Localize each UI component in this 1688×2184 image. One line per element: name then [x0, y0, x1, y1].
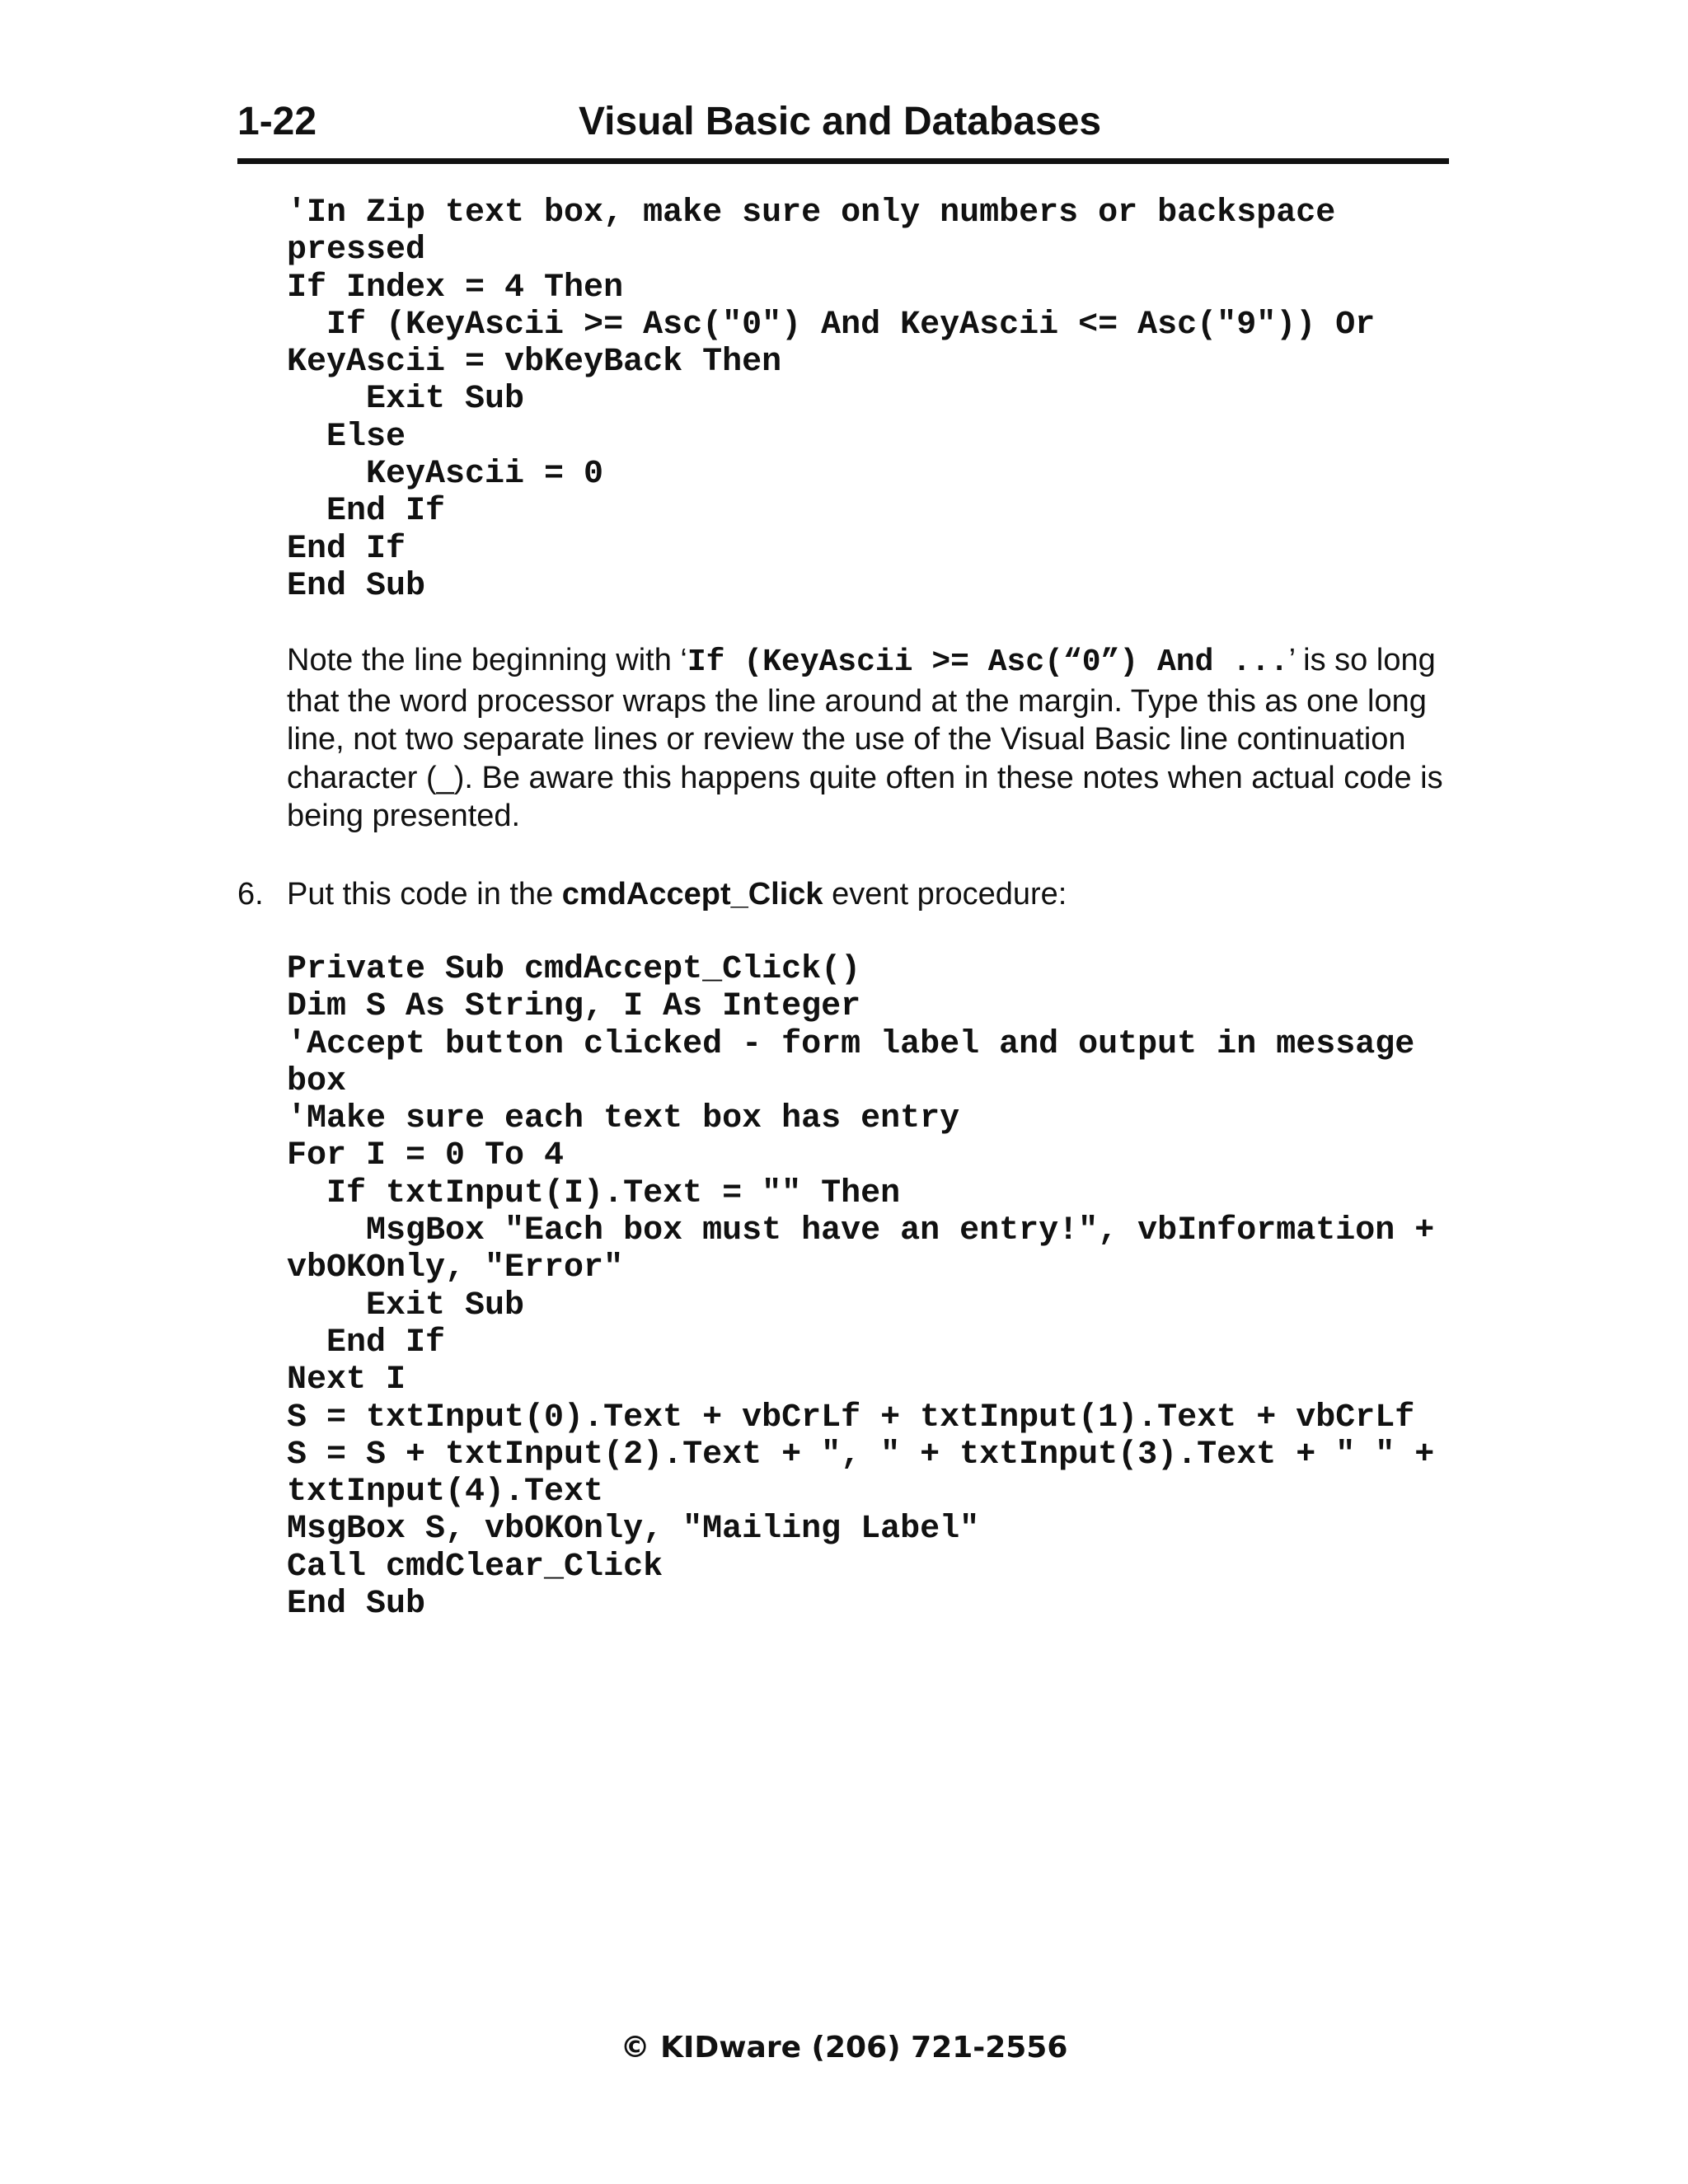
code-line: Else: [287, 418, 406, 456]
step-text-after: event procedure:: [823, 877, 1067, 912]
code-line: End If: [287, 1324, 446, 1361]
code-line: Call cmdClear_Click: [287, 1548, 663, 1586]
code-line: Exit Sub: [287, 381, 525, 419]
code-line: End Sub: [287, 567, 426, 605]
page-header: [237, 96, 1449, 164]
page-title: Visual Basic and Databases: [579, 100, 1102, 143]
code-line: End Sub: [287, 1586, 426, 1624]
line-wrap-note: [287, 641, 1457, 836]
page-number: 1-22: [237, 100, 317, 143]
code-line: box: [287, 1062, 347, 1100]
code-line: For I = 0 To 4: [287, 1137, 565, 1175]
code-line: Exit Sub: [287, 1286, 525, 1324]
code-line: txtInput(4).Text: [287, 1474, 604, 1511]
code-line: If (KeyAscii >= Asc("0") And KeyAscii <= Asc("9")) Or: [287, 306, 1376, 344]
page-footer: © KIDware (206) 721-2556: [620, 2031, 1068, 2064]
code-line: MsgBox "Each box must have an entry!", vbInformation +: [287, 1212, 1435, 1250]
code-block-zip-keypress: [287, 194, 1375, 605]
note-prefix: Note the line beginning with ‘: [287, 643, 687, 677]
step-text: [287, 875, 1067, 913]
note-code: If (KeyAscii >= Asc(“0”) And ...: [687, 644, 1289, 680]
step-number: 6.: [237, 877, 264, 912]
note-suffix: ’ is so long that the word processor wraps the line around at the margin. Type this as one long line, not two separate lines or review the use of the Visual Basic line continuation character (_). Be aware this happens quite often in these notes when actual code is being presented.: [287, 643, 1443, 833]
code-line: Private Sub cmdAccept_Click(): [287, 951, 861, 988]
code-line: pressed: [287, 232, 426, 269]
code-line: KeyAscii = 0: [287, 456, 604, 494]
code-line: KeyAscii = vbKeyBack Then: [287, 344, 782, 382]
code-line: S = txtInput(0).Text + vbCrLf + txtInput(1).Text + vbCrLf: [287, 1399, 1415, 1436]
code-line: If txtInput(I).Text = "" Then: [287, 1174, 901, 1212]
code-block-cmd-accept-click: [287, 951, 1434, 1623]
code-line: vbOKOnly, "Error": [287, 1249, 624, 1287]
code-line: End If: [287, 530, 406, 568]
code-line: 'Make sure each text box has entry: [287, 1100, 960, 1138]
step-text-before: Put this code in the: [287, 877, 562, 912]
code-line: MsgBox S, vbOKOnly, "Mailing Label": [287, 1511, 980, 1549]
procedure-name: cmdAccept_Click: [561, 877, 823, 912]
code-line: If Index = 4 Then: [287, 269, 624, 307]
code-line: End If: [287, 493, 446, 531]
code-line: 'Accept button clicked - form label and output in message: [287, 1025, 1415, 1063]
code-line: Next I: [287, 1361, 406, 1399]
code-line: 'In Zip text box, make sure only numbers or backspace: [287, 194, 1336, 232]
code-line: Dim S As String, I As Integer: [287, 988, 861, 1026]
code-line: S = S + txtInput(2).Text + ", " + txtInput(3).Text + " " +: [287, 1436, 1435, 1474]
